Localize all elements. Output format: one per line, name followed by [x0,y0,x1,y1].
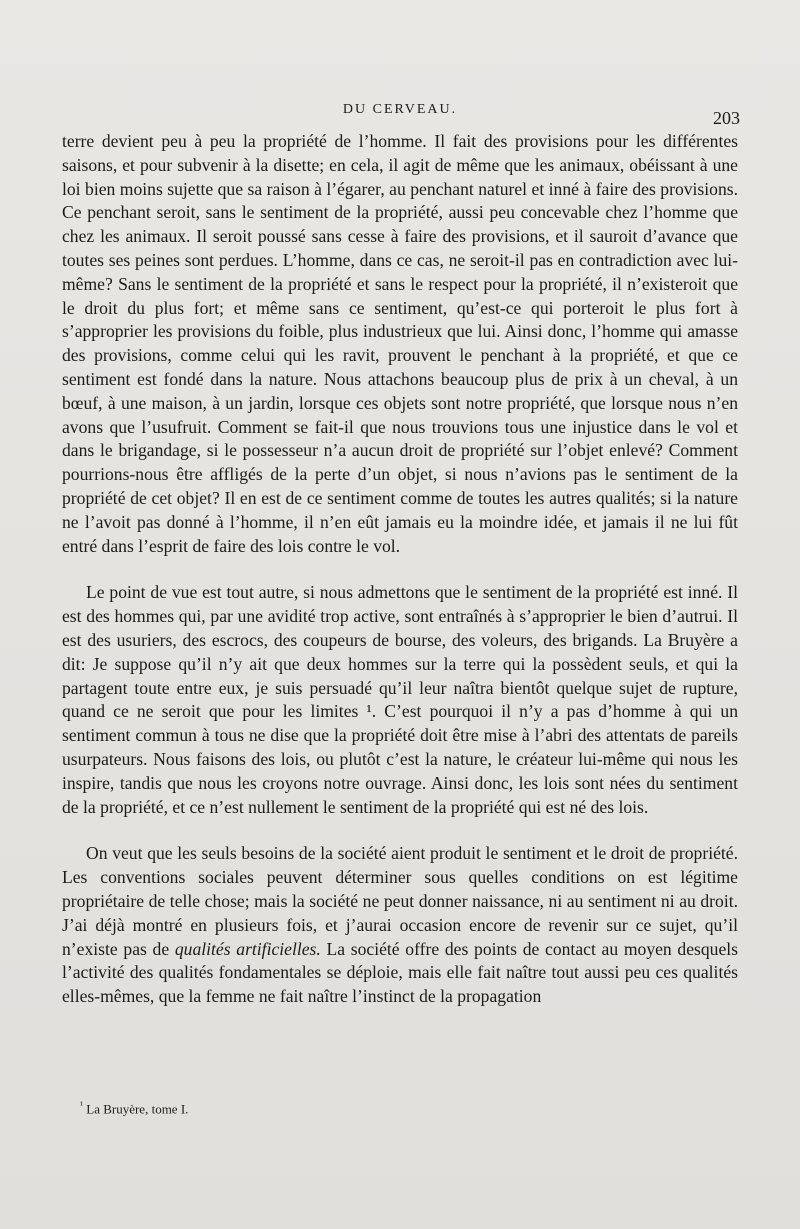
paragraph-2: Le point de vue est tout autre, si nous admettons que le sentiment de la propriété est inné. Il est des hommes qui, par une avidité trop active, sont entraînés à s’approprier le bien d’autrui. Il est des usuriers, des escrocs, des coupeurs de bourse, des voleurs, des brigands. La Bruyère a dit: Je suppose qu’il n’y ait que deux hommes sur la terre qui la possèdent seuls, et qui la partagent toute entre eux, je suis persuadé qu’il leur naîtra bientôt quelque sujet de rupture, quand ce ne seroit que pour les limites ¹. C’est pourquoi il n’y a pas d’homme à qui un sentiment commun à tous ne dise que la propriété doit être mise à l’abri des attentats de pareils usurpateurs. Nous faisons des lois, ou plutôt c’est la nature, le créateur lui-même qui nous les inspire, tandis que nous les croyons notre ouvrage. Ainsi donc, les lois sont nées du sentiment de la propriété, et ce n’est nullement le sentiment de la propriété qui est né des lois. [62,582,738,817]
page-number: 203 [713,108,740,128]
paragraph-3-italic: qualités artificielles. [174,938,321,959]
body-text [62,130,738,1009]
footnote-marker: ¹ [80,1100,83,1111]
paragraph-3 [62,842,738,1009]
footnote-text: La Bruyère, tome I. [86,1101,189,1117]
footnote [80,1100,188,1117]
running-title: DU CERVEAU. [342,102,458,117]
paragraph-3-text-a: On veut que les seuls besoins de la société aient produit le sentiment et le droit de propriété. Les conventions sociales peuvent déterminer sous quelles conditions on est légitime propriétaire de telle chose; mais la société ne peut donner naissance, ni au sentiment ni au droit. J’ai déjà montré en plusieurs fois, et j’aurai occasion encore de revenir sur ce sujet, qu’il n’existe pas de [62,843,738,959]
paragraph-3-text-b: La société offre des points de contact au moyen desquels l’activité des qualités fondamentales se déploie, mais elle fait naître tout aussi peu ces qualités elles-mêmes, que la femme ne fait naître l’instinct de la propagation [62,938,739,1007]
paragraph-1: terre devient peu à peu la propriété de l’homme. Il fait des provisions pour les différentes saisons, et pour subvenir à la disette; en cela, il agit de même que les animaux, obéissant à une loi bien moins sujette que sa raison à l’égarer, au penchant naturel et inné à faire des provisions. Ce penchant seroit, sans le sentiment de la propriété, aussi peu concevable chez l’homme que chez les animaux. Il seroit poussé sans cesse à faire des provisions, et il sauroit d’avance que toutes ses peines sont perdues. L’homme, dans ce cas, ne seroit-il pas en contradiction avec lui-même? Sans le sentiment de la propriété et sans le respect pour la propriété, il n’existeroit que le droit du plus fort; et même sans ce sentiment, qu’est-ce qui porteroit le plus fort à s’approprier les provisions du foible, plus industrieux que lui. Ainsi donc, l’homme qui amasse des provisions, comme celui qui les ravit, prouvent le penchant à la propriété, et que ce sentiment est fondé dans la nature. Nous attachons beaucoup plus de prix à un cheval, à un bœuf, à une maison, à un jardin, lorsque ces objets sont notre propriété, que lorsque nous n’en avons que l’usufruit. Comment se fait-il que nous trouvions tous une injustice dans le vol et dans le brigandage, si le possesseur n’a aucun droit de propriété sur l’objet enlevé? Comment pourrions-nous être affligés de la perte d’un objet, si nous n’avions pas le sentiment de la propriété de cet objet? Il en est de ce sentiment comme de toutes les autres qualités; si la nature ne l’avoit pas donné à l’homme, il n’en eût jamais eu la moindre idée, et jamais il ne lui fût entré dans l’esprit de faire des lois contre le vol. [62,131,738,556]
